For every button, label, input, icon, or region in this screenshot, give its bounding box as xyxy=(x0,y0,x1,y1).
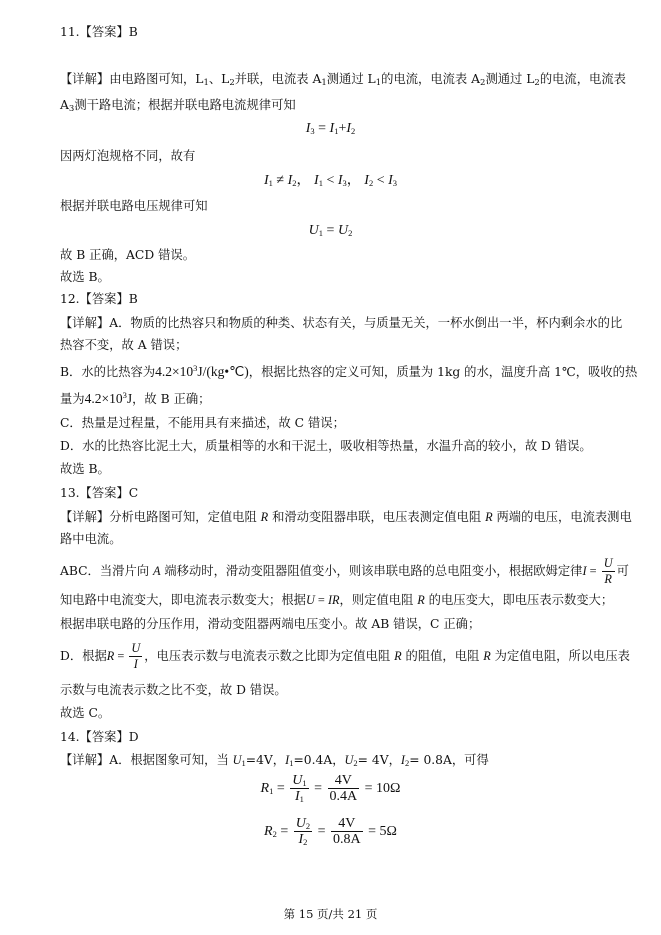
q14-answer: 14.【答案】D xyxy=(60,730,139,744)
q13-answer: 13.【答案】C xyxy=(60,486,139,500)
q13-line-7: 示数与电流表示数之比不变，故 D 错误。 xyxy=(60,683,287,697)
ohm-law-fraction: $\frac{U}{R}$ xyxy=(603,556,613,586)
q13-line-4: 知电路中电流变大，即电流表示数变大；根据U = IR，则定值电阻 R 的电压变大，即电压表示数变大； xyxy=(60,593,614,607)
q12-line-b1: B．水的比热容为$4.2\times 10^3J/(kg•℃)$，根据比热容的定义可知，质量为 1kg 的水，温度升高 1℃，吸收的热 xyxy=(60,363,638,379)
q11-answer: 11.【答案】B xyxy=(60,25,138,39)
q12-line-a2: 热容不变，故 A 错误； xyxy=(60,338,188,352)
q13-line-1: 【详解】分析电路图可知，定值电阻 R 和滑动变阻器串联，电压表测定值电阻 R 两端的电压，电流表测电 xyxy=(60,510,632,524)
q11-formula-voltage: $U_1 = U_2$ xyxy=(308,223,353,238)
heat-value: $4.2\times 10^3J$ xyxy=(84,390,133,406)
q13-choice: 故选 C。 xyxy=(60,706,111,720)
q14-formula-r1: $R_1$ = $\frac{U_1}{I_1}$ = $\frac{4V}{0.4A}$ = 10Ω xyxy=(260,773,401,805)
specific-heat-value: $4.2\times 10^3J/(kg•℃)$ xyxy=(155,363,249,379)
q12-choice: 故选 B。 xyxy=(60,462,110,476)
page-footer: 第 15 页/共 21 页 xyxy=(283,907,378,921)
q11-detail-line-1: 【详解】由电路图可知，$L_1$、$L_2$并联，电流表 $A_1$测通过 $L_1$的电流，电流表 $A_2$测通过 $L_2$的电流，电流表 xyxy=(60,72,626,88)
q12-line-a1: 【详解】A．物质的比热容只和物质的种类、状态有关，与质量无关，一杯水倒出一半，杯内剩余水的比 xyxy=(60,316,623,330)
q12-answer: 12.【答案】B xyxy=(60,292,138,306)
q11-conclusion: 故 B 正确，ACD 错误。 xyxy=(60,248,195,262)
q14-line-1: 【详解】A．根据图象可知，当 $U_1=4V$，$I_1=0.4A$，$U_2= 4V$，$I_2= 0.8A$，可得 xyxy=(60,753,489,768)
q11-diff-intro: 因两灯泡规格不同，故有 xyxy=(60,149,196,163)
q13-line-5: 根据串联电路的分压作用，滑动变阻器两端电压变小。故 AB 错误，C 正确； xyxy=(60,617,481,631)
q12-line-c: C．热量是过程量，不能用具有来描述，故 C 错误； xyxy=(60,416,345,430)
q13-line-2: 路中电流。 xyxy=(60,532,122,546)
q11-voltage-intro: 根据并联电路电压规律可知 xyxy=(60,199,208,213)
q11-detail-line-2: $A_3$测干路电流；根据并联电路电流规律可知 xyxy=(60,98,296,114)
q11-detail-text: 【详解】由电路图可知，L xyxy=(60,72,204,86)
q13-line-6: D．根据R = $\frac{U}{I}$ ，电压表示数与电流表示数之比即为定值电阻 R 的阻值，电阻 R 为定值电阻，所以电压表 xyxy=(60,641,630,671)
q12-line-b2: 量为$4.2\times 10^3J$，故 B 正确； xyxy=(60,390,211,406)
q11-formula-inequalities: $I_1 \ne I_2$， $I_1 < I_3$， $I_2 < I_3$ xyxy=(263,172,398,188)
q11-formula-current-sum: $I_3 = I_1+I_2$ xyxy=(305,121,356,136)
q11-choice: 故选 B。 xyxy=(60,270,110,284)
q12-line-d: D．水的比热容比泥土大，质量相等的水和干泥土，吸收相等热量，水温升高的较小，故 D 错误。 xyxy=(60,439,592,453)
resistance-fraction: $\frac{U}{I}$ xyxy=(131,641,141,671)
q14-formula-r2: $R_2$ = $\frac{U_2}{I_2}$ = $\frac{4V}{0.8A}$ = 5Ω xyxy=(264,816,397,848)
q13-line-3: ABC．当滑片向 A 端移动时，滑动变阻器阻值变小，则该串联电路的总电阻变小，根据欧姆定律I = $\frac{U}{R}$ 可 xyxy=(60,556,629,586)
